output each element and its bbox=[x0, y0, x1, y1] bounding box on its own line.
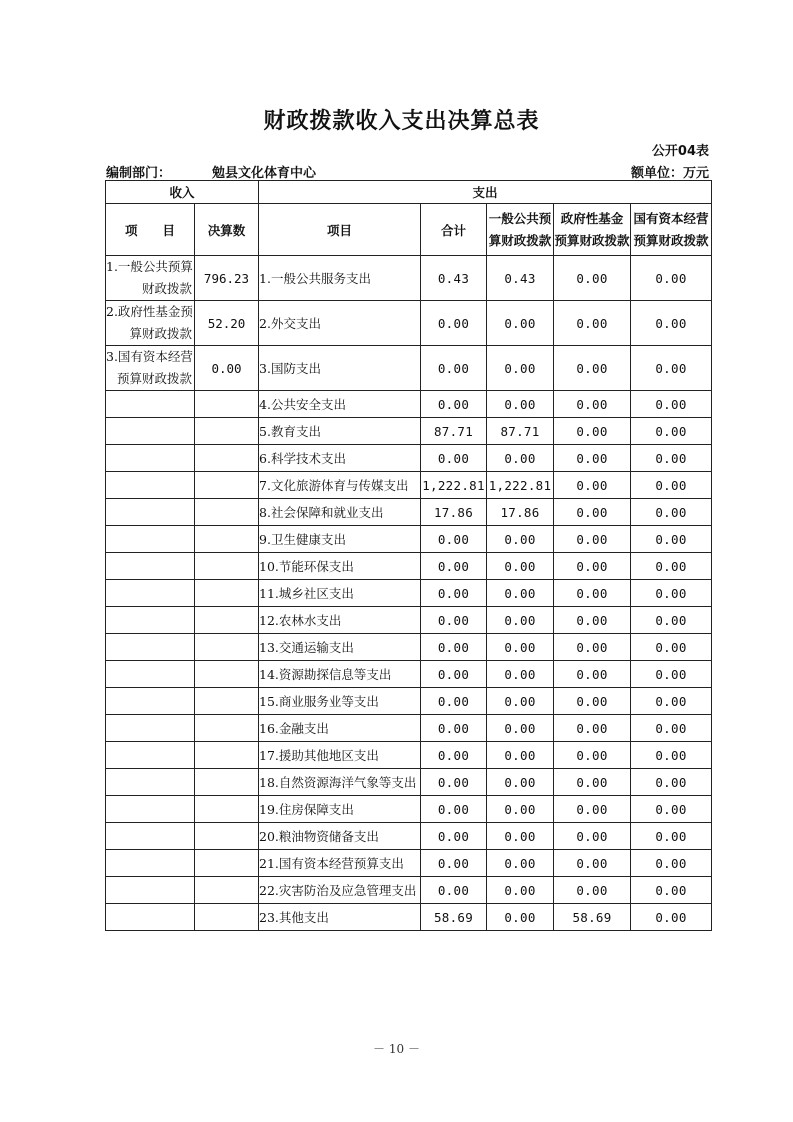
income-item-cell bbox=[106, 526, 195, 553]
general-budget-header-line1: 一般公共预 bbox=[488, 210, 552, 226]
expense-gov-fund-cell: 0.00 bbox=[554, 796, 631, 823]
income-item-cell bbox=[106, 607, 195, 634]
expense-item-cell: 5.教育支出 bbox=[259, 418, 421, 445]
table-row bbox=[106, 472, 712, 499]
expense-item-cell: 13.交通运输支出 bbox=[259, 634, 421, 661]
expense-total-cell: 0.00 bbox=[421, 526, 487, 553]
expense-state-cap-cell: 0.00 bbox=[631, 553, 712, 580]
income-value-cell bbox=[195, 877, 259, 904]
expense-general-cell: 87.71 bbox=[487, 418, 554, 445]
expense-general-cell: 0.00 bbox=[487, 346, 554, 391]
income-value-cell bbox=[195, 634, 259, 661]
income-value-cell bbox=[195, 526, 259, 553]
expense-general-cell: 0.00 bbox=[487, 796, 554, 823]
page-title: 财政拨款收入支出决算总表 bbox=[263, 109, 540, 134]
income-item-cell bbox=[106, 445, 195, 472]
income-item-cell bbox=[106, 877, 195, 904]
income-item-cell bbox=[106, 823, 195, 850]
income-item-cell bbox=[106, 256, 195, 301]
expense-header: 支出 bbox=[259, 181, 712, 204]
expense-state-cap-cell: 0.00 bbox=[631, 346, 712, 391]
expense-gov-fund-cell: 0.00 bbox=[554, 580, 631, 607]
expense-gov-fund-cell: 0.00 bbox=[554, 499, 631, 526]
expense-total-cell: 1,222.81 bbox=[421, 472, 487, 499]
expense-item-cell: 21.国有资本经营预算支出 bbox=[259, 850, 421, 877]
table-row bbox=[106, 553, 712, 580]
table-row bbox=[106, 301, 712, 346]
income-value-cell bbox=[195, 418, 259, 445]
header-row-2 bbox=[106, 204, 712, 256]
income-item-cell bbox=[106, 661, 195, 688]
expense-state-cap-cell: 0.00 bbox=[631, 688, 712, 715]
income-value-cell bbox=[195, 769, 259, 796]
expense-total-cell: 0.00 bbox=[421, 823, 487, 850]
expense-state-cap-cell: 0.00 bbox=[631, 580, 712, 607]
expense-general-cell: 0.00 bbox=[487, 607, 554, 634]
expense-state-cap-cell: 0.00 bbox=[631, 796, 712, 823]
income-value-cell bbox=[195, 688, 259, 715]
expense-state-cap-cell: 0.00 bbox=[631, 301, 712, 346]
income-item-cell bbox=[106, 904, 195, 931]
income-item-cell bbox=[106, 301, 195, 346]
expense-gov-fund-cell: 0.00 bbox=[554, 391, 631, 418]
table-row bbox=[106, 526, 712, 553]
expense-item-header: 项目 bbox=[259, 204, 421, 256]
expense-state-cap-cell: 0.00 bbox=[631, 823, 712, 850]
expense-total-cell: 0.00 bbox=[421, 553, 487, 580]
state-capital-header-line1: 国有资本经营 bbox=[633, 210, 709, 226]
expense-item-cell: 11.城乡社区支出 bbox=[259, 580, 421, 607]
expense-gov-fund-cell: 0.00 bbox=[554, 346, 631, 391]
expense-total-cell: 0.00 bbox=[421, 634, 487, 661]
expense-state-cap-cell: 0.00 bbox=[631, 715, 712, 742]
table-row bbox=[106, 418, 712, 445]
table-row bbox=[106, 499, 712, 526]
expense-total-cell: 17.86 bbox=[421, 499, 487, 526]
expense-total-cell: 0.00 bbox=[421, 301, 487, 346]
expense-general-cell: 0.00 bbox=[487, 391, 554, 418]
income-value-cell bbox=[195, 823, 259, 850]
expense-gov-fund-cell: 58.69 bbox=[554, 904, 631, 931]
income-item-line2: 算财政拨款 bbox=[129, 326, 192, 341]
income-value-cell bbox=[195, 742, 259, 769]
general-budget-header bbox=[487, 204, 554, 256]
income-item-line1: 2.政府性基金预 bbox=[106, 304, 193, 319]
expense-general-cell: 0.00 bbox=[487, 823, 554, 850]
income-item-cell bbox=[106, 553, 195, 580]
income-value-cell bbox=[195, 715, 259, 742]
total-header: 合计 bbox=[421, 204, 487, 256]
expense-item-cell: 8.社会保障和就业支出 bbox=[259, 499, 421, 526]
table-row bbox=[106, 742, 712, 769]
expense-item-cell: 7.文化旅游体育与传媒支出 bbox=[259, 472, 421, 499]
expense-item-cell: 14.资源勘探信息等支出 bbox=[259, 661, 421, 688]
income-item-line2: 财政拨款 bbox=[141, 281, 192, 296]
expense-general-cell: 0.00 bbox=[487, 742, 554, 769]
table-row bbox=[106, 904, 712, 931]
expense-item-cell: 22.灾害防治及应急管理支出 bbox=[259, 877, 421, 904]
table-row bbox=[106, 877, 712, 904]
expense-gov-fund-cell: 0.00 bbox=[554, 607, 631, 634]
income-value-cell bbox=[195, 445, 259, 472]
general-budget-header-line2: 算财政拨款 bbox=[488, 232, 552, 248]
expense-gov-fund-cell: 0.00 bbox=[554, 445, 631, 472]
income-item-cell bbox=[106, 499, 195, 526]
expense-item-cell: 1.一般公共服务支出 bbox=[259, 256, 421, 301]
expense-gov-fund-cell: 0.00 bbox=[554, 301, 631, 346]
state-capital-header bbox=[631, 204, 712, 256]
table-row bbox=[106, 256, 712, 301]
expense-gov-fund-cell: 0.00 bbox=[554, 553, 631, 580]
expense-state-cap-cell: 0.00 bbox=[631, 634, 712, 661]
income-item-cell bbox=[106, 796, 195, 823]
expense-total-cell: 0.00 bbox=[421, 796, 487, 823]
expense-state-cap-cell: 0.00 bbox=[631, 526, 712, 553]
table-row bbox=[106, 715, 712, 742]
income-item-line1: 3.国有资本经营 bbox=[106, 349, 193, 364]
expense-general-cell: 0.00 bbox=[487, 688, 554, 715]
expense-item-cell: 2.外交支出 bbox=[259, 301, 421, 346]
table-row bbox=[106, 850, 712, 877]
form-number: 公开04表 bbox=[651, 144, 709, 159]
table-row bbox=[106, 688, 712, 715]
income-value-cell bbox=[195, 391, 259, 418]
expense-total-cell: 0.00 bbox=[421, 346, 487, 391]
expense-gov-fund-cell: 0.00 bbox=[554, 256, 631, 301]
expense-gov-fund-cell: 0.00 bbox=[554, 877, 631, 904]
expense-state-cap-cell: 0.00 bbox=[631, 391, 712, 418]
expense-state-cap-cell: 0.00 bbox=[631, 418, 712, 445]
income-item-header: 项 目 bbox=[106, 204, 195, 256]
expense-total-cell: 0.00 bbox=[421, 580, 487, 607]
expense-general-cell: 17.86 bbox=[487, 499, 554, 526]
table-row bbox=[106, 796, 712, 823]
table-row bbox=[106, 634, 712, 661]
expense-item-cell: 10.节能环保支出 bbox=[259, 553, 421, 580]
income-value-cell bbox=[195, 472, 259, 499]
expense-general-cell: 0.00 bbox=[487, 715, 554, 742]
expense-gov-fund-cell: 0.00 bbox=[554, 472, 631, 499]
income-value-cell: 796.23 bbox=[195, 256, 259, 301]
expense-general-cell: 0.00 bbox=[487, 526, 554, 553]
expense-total-cell: 0.00 bbox=[421, 661, 487, 688]
table-row bbox=[106, 661, 712, 688]
income-value-cell bbox=[195, 904, 259, 931]
expense-item-cell: 20.粮油物资储备支出 bbox=[259, 823, 421, 850]
income-item-line2: 预算财政拨款 bbox=[116, 371, 192, 386]
expense-state-cap-cell: 0.00 bbox=[631, 607, 712, 634]
expense-general-cell: 0.00 bbox=[487, 769, 554, 796]
table-row bbox=[106, 445, 712, 472]
expense-total-cell: 0.43 bbox=[421, 256, 487, 301]
expense-general-cell: 0.00 bbox=[487, 661, 554, 688]
expense-general-cell: 0.00 bbox=[487, 580, 554, 607]
dept-name: 勉县文化体育中心 bbox=[212, 166, 317, 181]
income-item-cell bbox=[106, 742, 195, 769]
expense-item-cell: 12.农林水支出 bbox=[259, 607, 421, 634]
income-value-cell bbox=[195, 499, 259, 526]
expense-total-cell: 0.00 bbox=[421, 715, 487, 742]
income-value-cell: 52.20 bbox=[195, 301, 259, 346]
table-row bbox=[106, 607, 712, 634]
expense-state-cap-cell: 0.00 bbox=[631, 769, 712, 796]
expense-total-cell: 87.71 bbox=[421, 418, 487, 445]
income-item-cell bbox=[106, 769, 195, 796]
unit-label: 额单位：万元 bbox=[630, 166, 709, 181]
income-item-cell bbox=[106, 850, 195, 877]
table-row bbox=[106, 823, 712, 850]
income-header: 收入 bbox=[106, 181, 259, 204]
table-row bbox=[106, 346, 712, 391]
expense-gov-fund-cell: 0.00 bbox=[554, 850, 631, 877]
expense-item-cell: 17.援助其他地区支出 bbox=[259, 742, 421, 769]
expense-gov-fund-cell: 0.00 bbox=[554, 634, 631, 661]
expense-total-cell: 0.00 bbox=[421, 607, 487, 634]
table-row bbox=[106, 769, 712, 796]
header-row-1 bbox=[106, 181, 712, 204]
expense-general-cell: 0.00 bbox=[487, 904, 554, 931]
expense-gov-fund-cell: 0.00 bbox=[554, 715, 631, 742]
expense-total-cell: 0.00 bbox=[421, 391, 487, 418]
income-value-cell bbox=[195, 580, 259, 607]
expense-total-cell: 0.00 bbox=[421, 742, 487, 769]
expense-item-cell: 9.卫生健康支出 bbox=[259, 526, 421, 553]
expense-gov-fund-cell: 0.00 bbox=[554, 526, 631, 553]
income-item-line1: 1.一般公共预算 bbox=[106, 259, 193, 274]
income-item-cell bbox=[106, 688, 195, 715]
expense-general-cell: 0.00 bbox=[487, 877, 554, 904]
income-value-cell bbox=[195, 850, 259, 877]
expense-gov-fund-cell: 0.00 bbox=[554, 418, 631, 445]
income-item-cell bbox=[106, 346, 195, 391]
expense-item-cell: 19.住房保障支出 bbox=[259, 796, 421, 823]
expense-gov-fund-cell: 0.00 bbox=[554, 769, 631, 796]
expense-general-cell: 1,222.81 bbox=[487, 472, 554, 499]
income-value-cell bbox=[195, 607, 259, 634]
expense-state-cap-cell: 0.00 bbox=[631, 877, 712, 904]
expense-general-cell: 0.00 bbox=[487, 445, 554, 472]
income-value-cell bbox=[195, 553, 259, 580]
income-item-cell bbox=[106, 580, 195, 607]
expense-gov-fund-cell: 0.00 bbox=[554, 661, 631, 688]
fiscal-table bbox=[105, 180, 712, 931]
expense-item-cell: 6.科学技术支出 bbox=[259, 445, 421, 472]
expense-general-cell: 0.00 bbox=[487, 850, 554, 877]
dept-label: 编制部门： bbox=[106, 166, 172, 181]
expense-general-cell: 0.00 bbox=[487, 301, 554, 346]
income-item-cell bbox=[106, 715, 195, 742]
expense-general-cell: 0.43 bbox=[487, 256, 554, 301]
expense-gov-fund-cell: 0.00 bbox=[554, 823, 631, 850]
gov-fund-header-line2: 预算财政拨款 bbox=[554, 232, 630, 248]
expense-total-cell: 0.00 bbox=[421, 769, 487, 796]
income-final-header: 决算数 bbox=[195, 204, 259, 256]
income-value-cell bbox=[195, 661, 259, 688]
expense-state-cap-cell: 0.00 bbox=[631, 499, 712, 526]
page-number: － 10 － bbox=[373, 1042, 420, 1056]
expense-state-cap-cell: 0.00 bbox=[631, 742, 712, 769]
table-row bbox=[106, 580, 712, 607]
expense-item-cell: 23.其他支出 bbox=[259, 904, 421, 931]
income-item-cell bbox=[106, 634, 195, 661]
expense-state-cap-cell: 0.00 bbox=[631, 472, 712, 499]
expense-item-cell: 3.国防支出 bbox=[259, 346, 421, 391]
gov-fund-header bbox=[554, 204, 631, 256]
table-body bbox=[106, 181, 712, 931]
expense-item-cell: 15.商业服务业等支出 bbox=[259, 688, 421, 715]
income-item-cell bbox=[106, 418, 195, 445]
expense-state-cap-cell: 0.00 bbox=[631, 256, 712, 301]
expense-item-cell: 18.自然资源海洋气象等支出 bbox=[259, 769, 421, 796]
expense-general-cell: 0.00 bbox=[487, 634, 554, 661]
income-value-cell: 0.00 bbox=[195, 346, 259, 391]
expense-gov-fund-cell: 0.00 bbox=[554, 742, 631, 769]
expense-total-cell: 0.00 bbox=[421, 850, 487, 877]
expense-state-cap-cell: 0.00 bbox=[631, 850, 712, 877]
gov-fund-header-line1: 政府性基金 bbox=[560, 210, 624, 226]
expense-state-cap-cell: 0.00 bbox=[631, 445, 712, 472]
expense-state-cap-cell: 0.00 bbox=[631, 904, 712, 931]
income-item-cell bbox=[106, 472, 195, 499]
expense-gov-fund-cell: 0.00 bbox=[554, 688, 631, 715]
income-item-cell bbox=[106, 391, 195, 418]
table-row bbox=[106, 391, 712, 418]
income-value-cell bbox=[195, 796, 259, 823]
state-capital-header-line2: 预算财政拨款 bbox=[633, 232, 709, 248]
expense-item-cell: 16.金融支出 bbox=[259, 715, 421, 742]
expense-general-cell: 0.00 bbox=[487, 553, 554, 580]
expense-total-cell: 0.00 bbox=[421, 688, 487, 715]
expense-total-cell: 0.00 bbox=[421, 445, 487, 472]
expense-state-cap-cell: 0.00 bbox=[631, 661, 712, 688]
expense-total-cell: 58.69 bbox=[421, 904, 487, 931]
expense-item-cell: 4.公共安全支出 bbox=[259, 391, 421, 418]
expense-total-cell: 0.00 bbox=[421, 877, 487, 904]
